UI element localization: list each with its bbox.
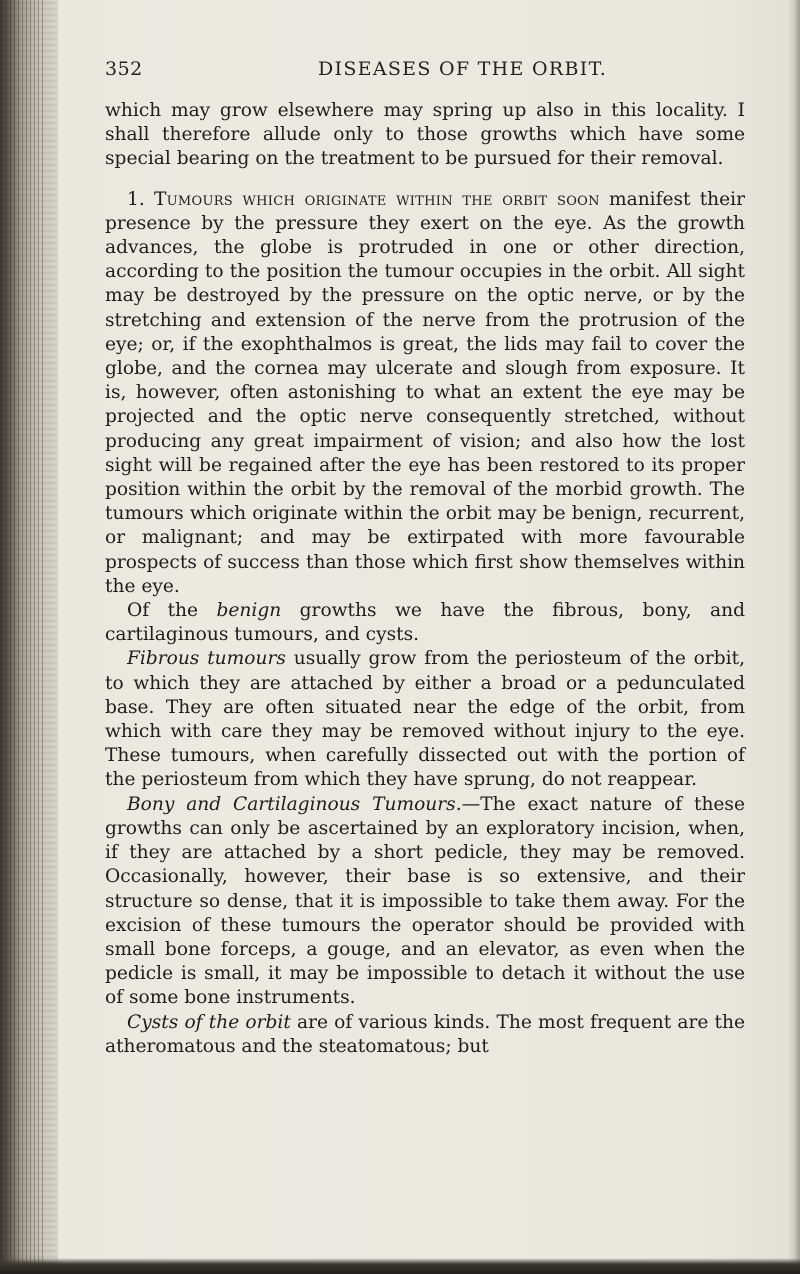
section-lead-smallcaps: Tumours which originate within the orbit soon — [153, 188, 600, 210]
paragraph-cysts: Cysts of the orbit are of various kinds. The most frequent are the atheromatous and the steatomatous; but — [105, 1011, 745, 1057]
paragraph-continuation: which may grow elsewhere may spring up also in this locality. I shall therefore allude only to those growths which have some special bearing on the treatment to be pursued for their removal. — [105, 100, 745, 170]
page-number: 352 — [105, 58, 143, 80]
italic-heading: Cysts of the orbit — [127, 1011, 291, 1033]
paragraph-orbital-tumours: 1. Tumours which originate within the orbit soon manifest their presence by the pressure they exert on the eye. As the growth advances, the globe is protruded in one or other direction, according to the position the tumour occupies in the orbit. All sight may be destroyed by the pressure on the optic nerve, or by the stretching and extension of the nerve from the protrusion of the eye; or, if the exophthalmos is great, the lids may fail to cover the globe, and the cornea may ulcerate and slough from exposure. It is, however, often astonishing to what an extent the eye may be projected and the optic nerve consequently stretched, without producing any great impairment of vision; and also how the lost sight will be regained after the eye has been restored to its proper position within the orbit by the removal of the morbid growth. The tumours which originate within the orbit may be benign, recurrent, or malignant; and may be extirpated with more favourable prospects of success than those which first show themselves within the eye. — [105, 188, 745, 597]
page-header — [105, 58, 745, 86]
book-spine-shadow — [0, 0, 58, 1274]
binding-thread-lines — [6, 0, 46, 1274]
italic-term: benign — [216, 600, 282, 622]
section-number: 1. — [127, 188, 145, 210]
paragraph-benign-growths: Of the benign growths we have the fibrous, bony, and cartilaginous tumours, and cysts. — [105, 600, 745, 646]
body-text — [105, 99, 745, 1059]
italic-heading: Fibrous tumours — [127, 648, 286, 670]
paragraph-bony-cartilaginous-tumours: Bony and Cartilaginous Tumours.—The exact nature of these growths can only be ascertained by an exploratory incision, when, if they are attached by a short pedicle, they may be removed. Occasionally, however, their base is so extensive, and their structure so dense, that it is impossible to take them away. For the excision of these tumours the operator should be provided with small bone forceps, a gouge, and an elevator, as even when the pedicle is small, it may be impossible to detach it without the use of some bone instruments. — [105, 793, 745, 1009]
page-right-edge — [786, 0, 800, 1274]
running-head: DISEASES OF THE ORBIT. — [318, 58, 608, 80]
paragraph-fibrous-tumours: Fibrous tumours usually grow from the periosteum of the orbit, to which they are attached by either a broad or a pedunculated base. They are often situated near the edge of the orbit, from which with care they may be removed without injury to the eye. These tumours, when carefully dissected out with the portion of the periosteum from which they have sprung, do not reappear. — [105, 648, 745, 791]
page-bottom-edge — [0, 1258, 800, 1274]
italic-heading: Bony and Cartilaginous Tumours. — [127, 793, 462, 815]
